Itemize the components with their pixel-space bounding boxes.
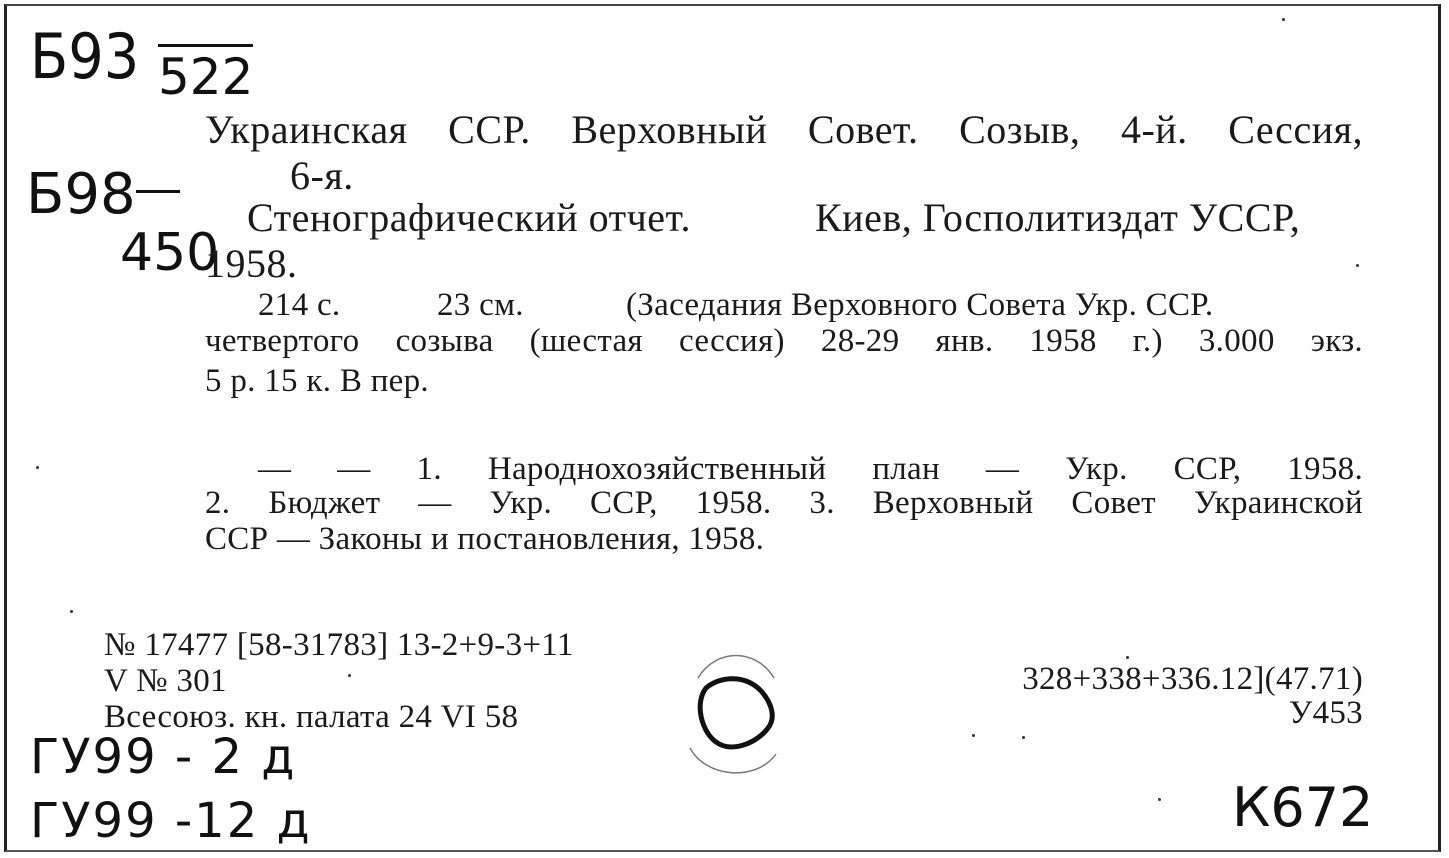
speck (70, 610, 73, 613)
speck (348, 674, 351, 677)
description-size: 23 см. (437, 287, 524, 323)
description-series: (Заседания Верховного Совета Укр. ССР. (626, 287, 1214, 323)
circular-stamp (676, 648, 786, 778)
handwritten-shelfmark-top (30, 20, 140, 93)
handwritten-shelfmark-mid: Б98 (26, 162, 136, 227)
handwritten-shelfmark-mid-dash (136, 190, 180, 193)
footer-chamber-line: Всесоюз. кн. палата 24 VI 58 (104, 699, 519, 735)
speck (972, 734, 975, 737)
subjects-line-2: 2. Бюджет — Укр. ССР, 1958. 3. Верховный Совет Украинской (205, 485, 1363, 521)
handwritten-code-bottom-right: К672 (1232, 776, 1374, 839)
subjects-line-3: ССР — Законы и постановления, 1958. (205, 521, 765, 557)
footer-v-line: V № 301 (104, 663, 227, 699)
speck (1158, 798, 1161, 801)
heading-line-1: Украинская ССР. Верховный Совет. Созыв, 4-й. Сессия, (205, 107, 1363, 152)
subjects-line-1: — — 1. Народнохозяйственный план — Укр. ССР, 1958. (258, 451, 1363, 487)
description-pages: 214 с. (258, 287, 341, 323)
description-line-3: 5 р. 15 к. В пер. (205, 363, 429, 399)
heading-line-2: 6-я. (290, 153, 354, 198)
handwritten-note-2: ГУ99 -12 д (30, 793, 312, 849)
shelfmark-prefix: Б93 (30, 20, 140, 93)
footer-code: У453 (1288, 695, 1363, 731)
footer-number-line: № 17477 [58-31783] 13-2+9-3+11 (104, 627, 574, 663)
handwritten-shelfmark-top-number: 522 (158, 44, 253, 103)
handwritten-shelfmark-mid-number: 450 (120, 223, 220, 283)
speck (1022, 736, 1025, 739)
footer-classification: 328+338+336.12](47.71) (1022, 661, 1363, 697)
description-line-2: четвертого созыва (шестая сессия) 28-29 янв. 1958 г.) 3.000 экз. (205, 323, 1363, 359)
title-left: Стенографический отчет. (247, 195, 691, 240)
title-right: Киев, Госполитиздат УССР, (815, 195, 1301, 240)
speck (1126, 656, 1129, 659)
handwritten-note-1: ГУ99 - 2 д (30, 729, 297, 785)
speck (36, 466, 39, 469)
publication-year: 1958. (205, 241, 298, 286)
speck (1282, 18, 1285, 21)
speck (1356, 264, 1359, 267)
